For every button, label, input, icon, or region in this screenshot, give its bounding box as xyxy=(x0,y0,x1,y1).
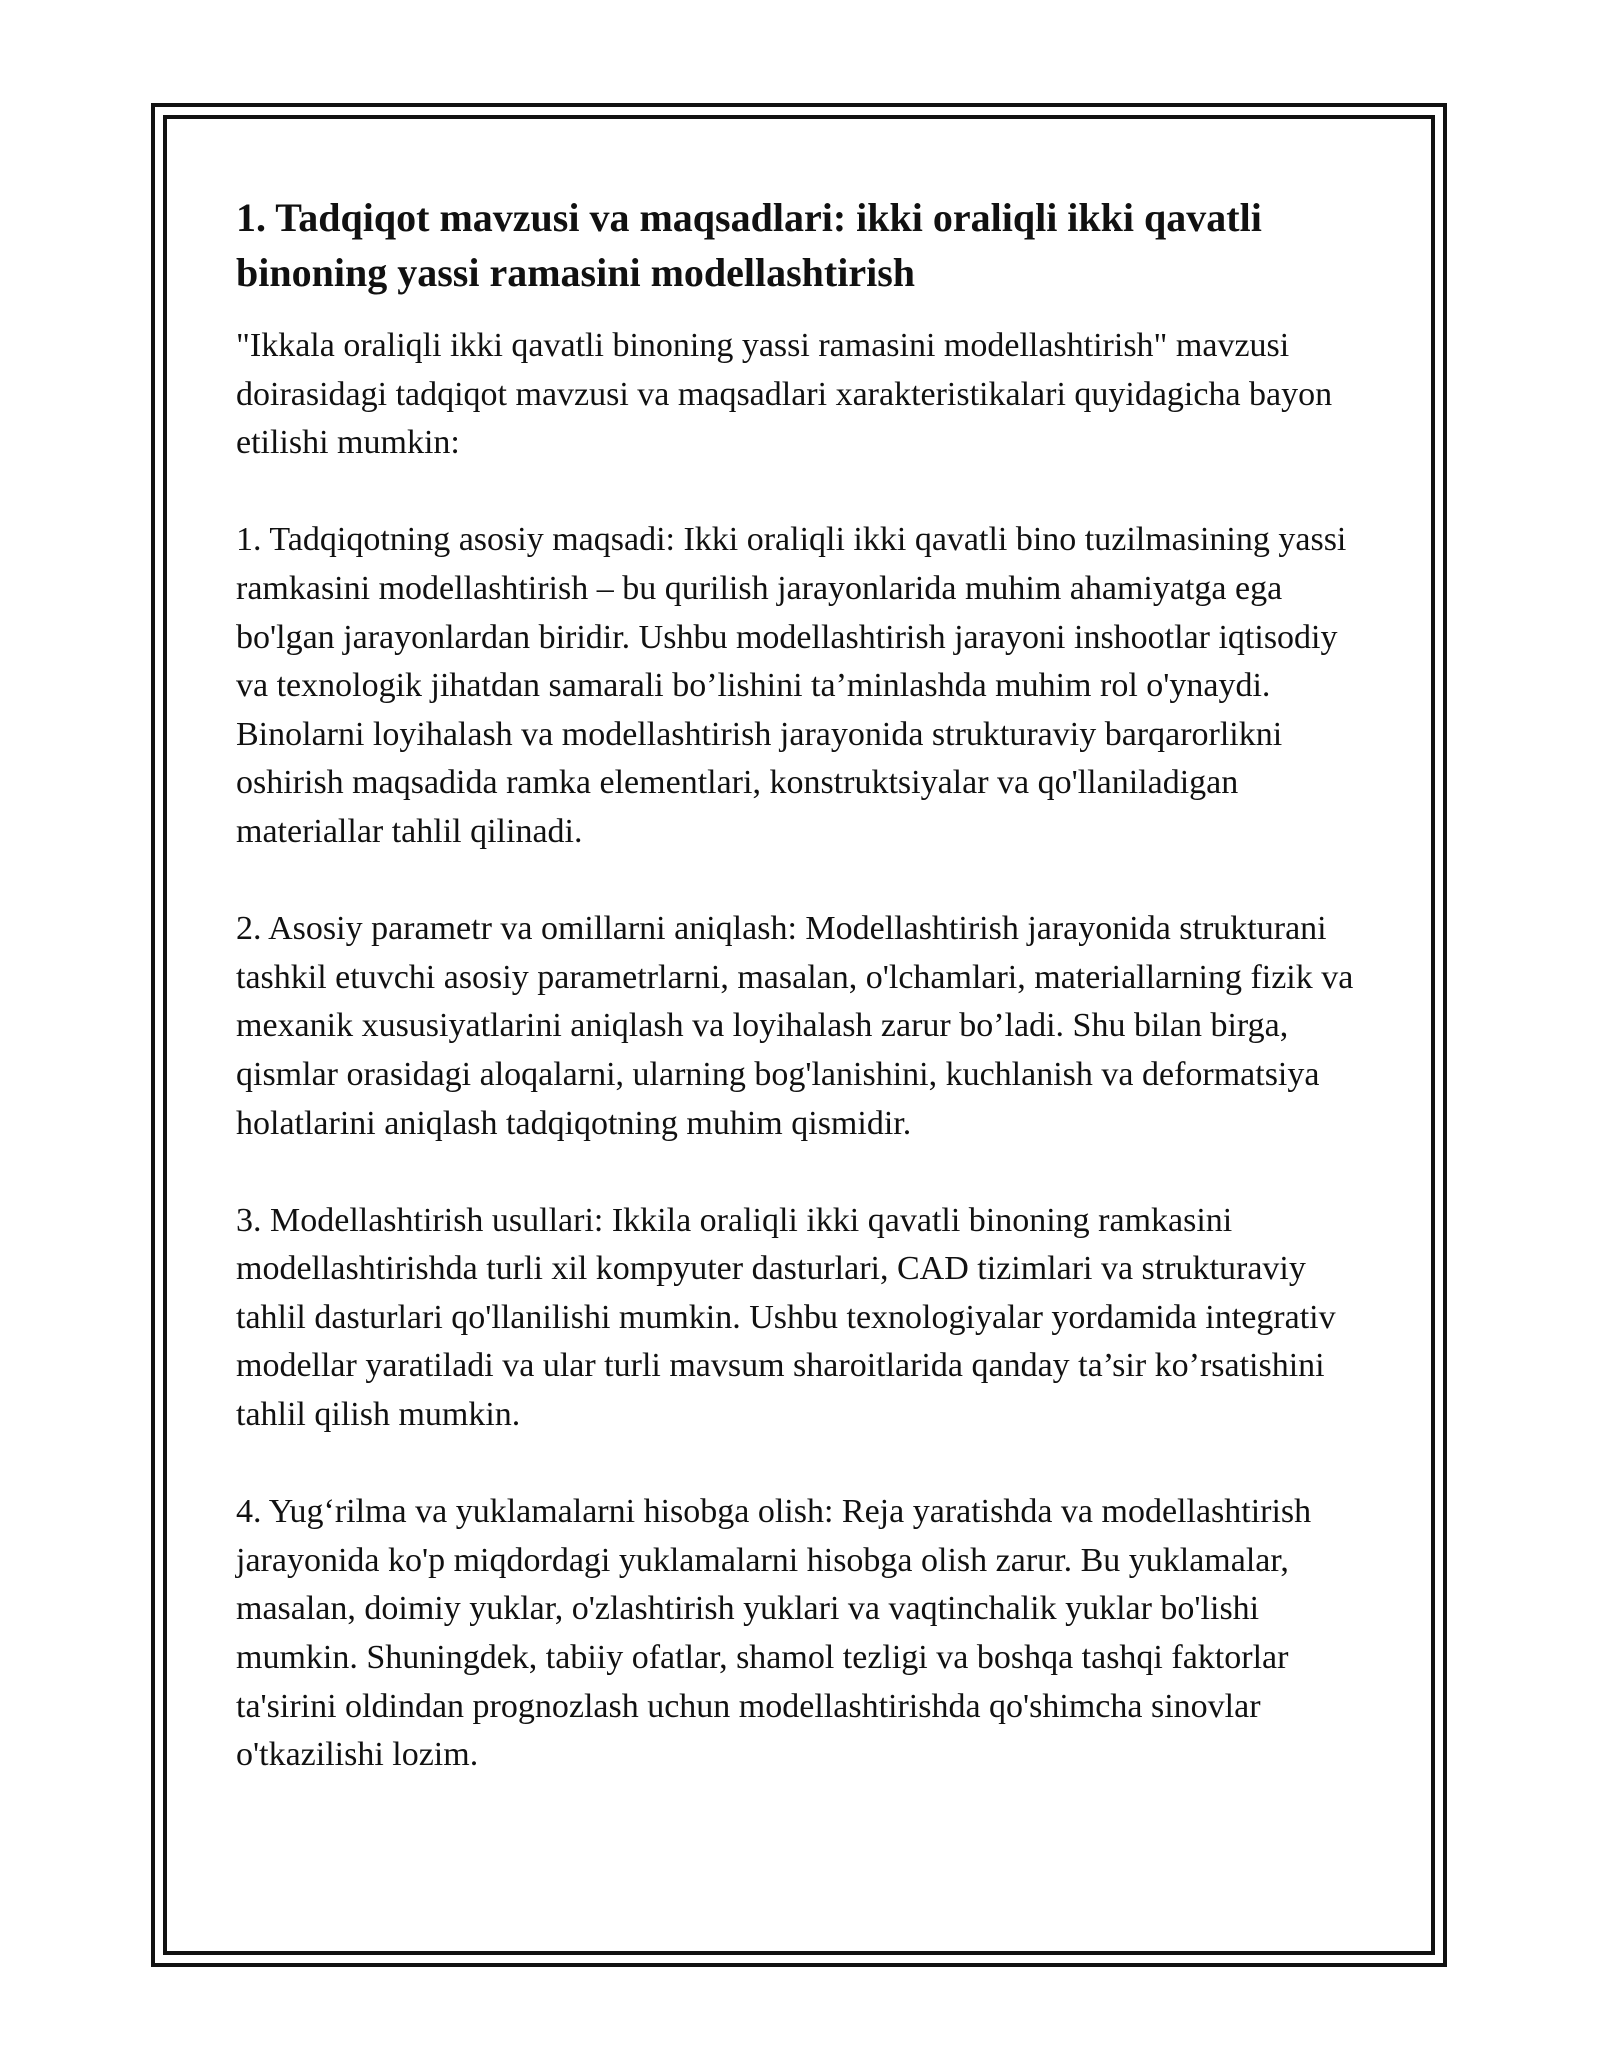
intro-paragraph: "Ikkala oraliqli ikki qavatli binoning yassi ramasini modellashtirish" mavzusi doirasidagi tadqiqot mavzusi va maqsadlari xarakteristikalari quyidagicha bayon etilishi mumkin: xyxy=(236,327,1333,462)
section-heading: 1. Tadqiqot mavzusi va maqsadlari: ikki oraliqli ikki qavatli binoning yassi ramasini modellashtirish xyxy=(236,195,1262,295)
document-body xyxy=(236,190,1376,1828)
paragraph-methods: 3. Modellashtirish usullari: Ikkila oraliqli ikki qavatli binoning ramkasini modellashtirishda turli xil kompyuter dasturlari, CAD tizimlari va strukturaviy tahlil dasturlari qo'llanilishi mumkin. Ushbu texnologiyalar yordamida integrativ modellar yaratiladi va ular turli mavsum sharoitlarida qanday ta’sir ko’rsatishini tahlil qilish mumkin. xyxy=(236,1201,1336,1434)
paragraph-parameters: 2. Asosiy parametr va omillarni aniqlash: Modellashtirish jarayonida strukturani tashkil etuvchi asosiy parametrlarni, masalan, o'lchamlari, materiallarning fizik va mexanik xususiyatlarini aniqlash va loyihalash zarur bo’ladi. Shu bilan birga, qismlar orasidagi aloqalarni, ularning bog'lanishini, kuchlanish va deformatsiya holatlarini aniqlash tadqiqotning muhim qismidir. xyxy=(236,910,1354,1142)
paragraph-loads: 4. Yug‘rilma va yuklamalarni hisobga olish: Reja yaratishda va modellashtirish jarayonida ko'p miqdordagi yuklamalarni hisobga olish zarur. Bu yuklamalar, masalan, doimiy yuklar, o'zlashtirish yuklari va vaqtinchalik yuklar bo'lishi mumkin. Shuningdek, tabiiy ofatlar, shamol tezligi va boshqa tashqi faktorlar ta'sirini oldindan prognozlash uchun modellashtirishda qo'shimcha sinovlar o'tkazilishi lozim. xyxy=(236,1493,1312,1774)
paragraph-main-goal: 1. Tadqiqotning asosiy maqsadi: Ikki oraliqli ikki qavatli bino tuzilmasining yassi ramkasini modellashtirish – bu qurilish jarayonlarida muhim ahamiyatga ega bo'lgan jarayonlardan biridir. Ushbu modellashtirish jarayoni inshootlar iqtisodiy va texnologik jihatdan samarali bo’lishini ta’minlashda muhim rol o'ynaydi. Binolarni loyihalash va modellashtirish jarayonida strukturaviy barqarorlikni oshirish maqsadida ramka elementlari, konstruktsiyalar va qo'llaniladigan materiallar tahlil qilinadi. xyxy=(236,521,1347,850)
